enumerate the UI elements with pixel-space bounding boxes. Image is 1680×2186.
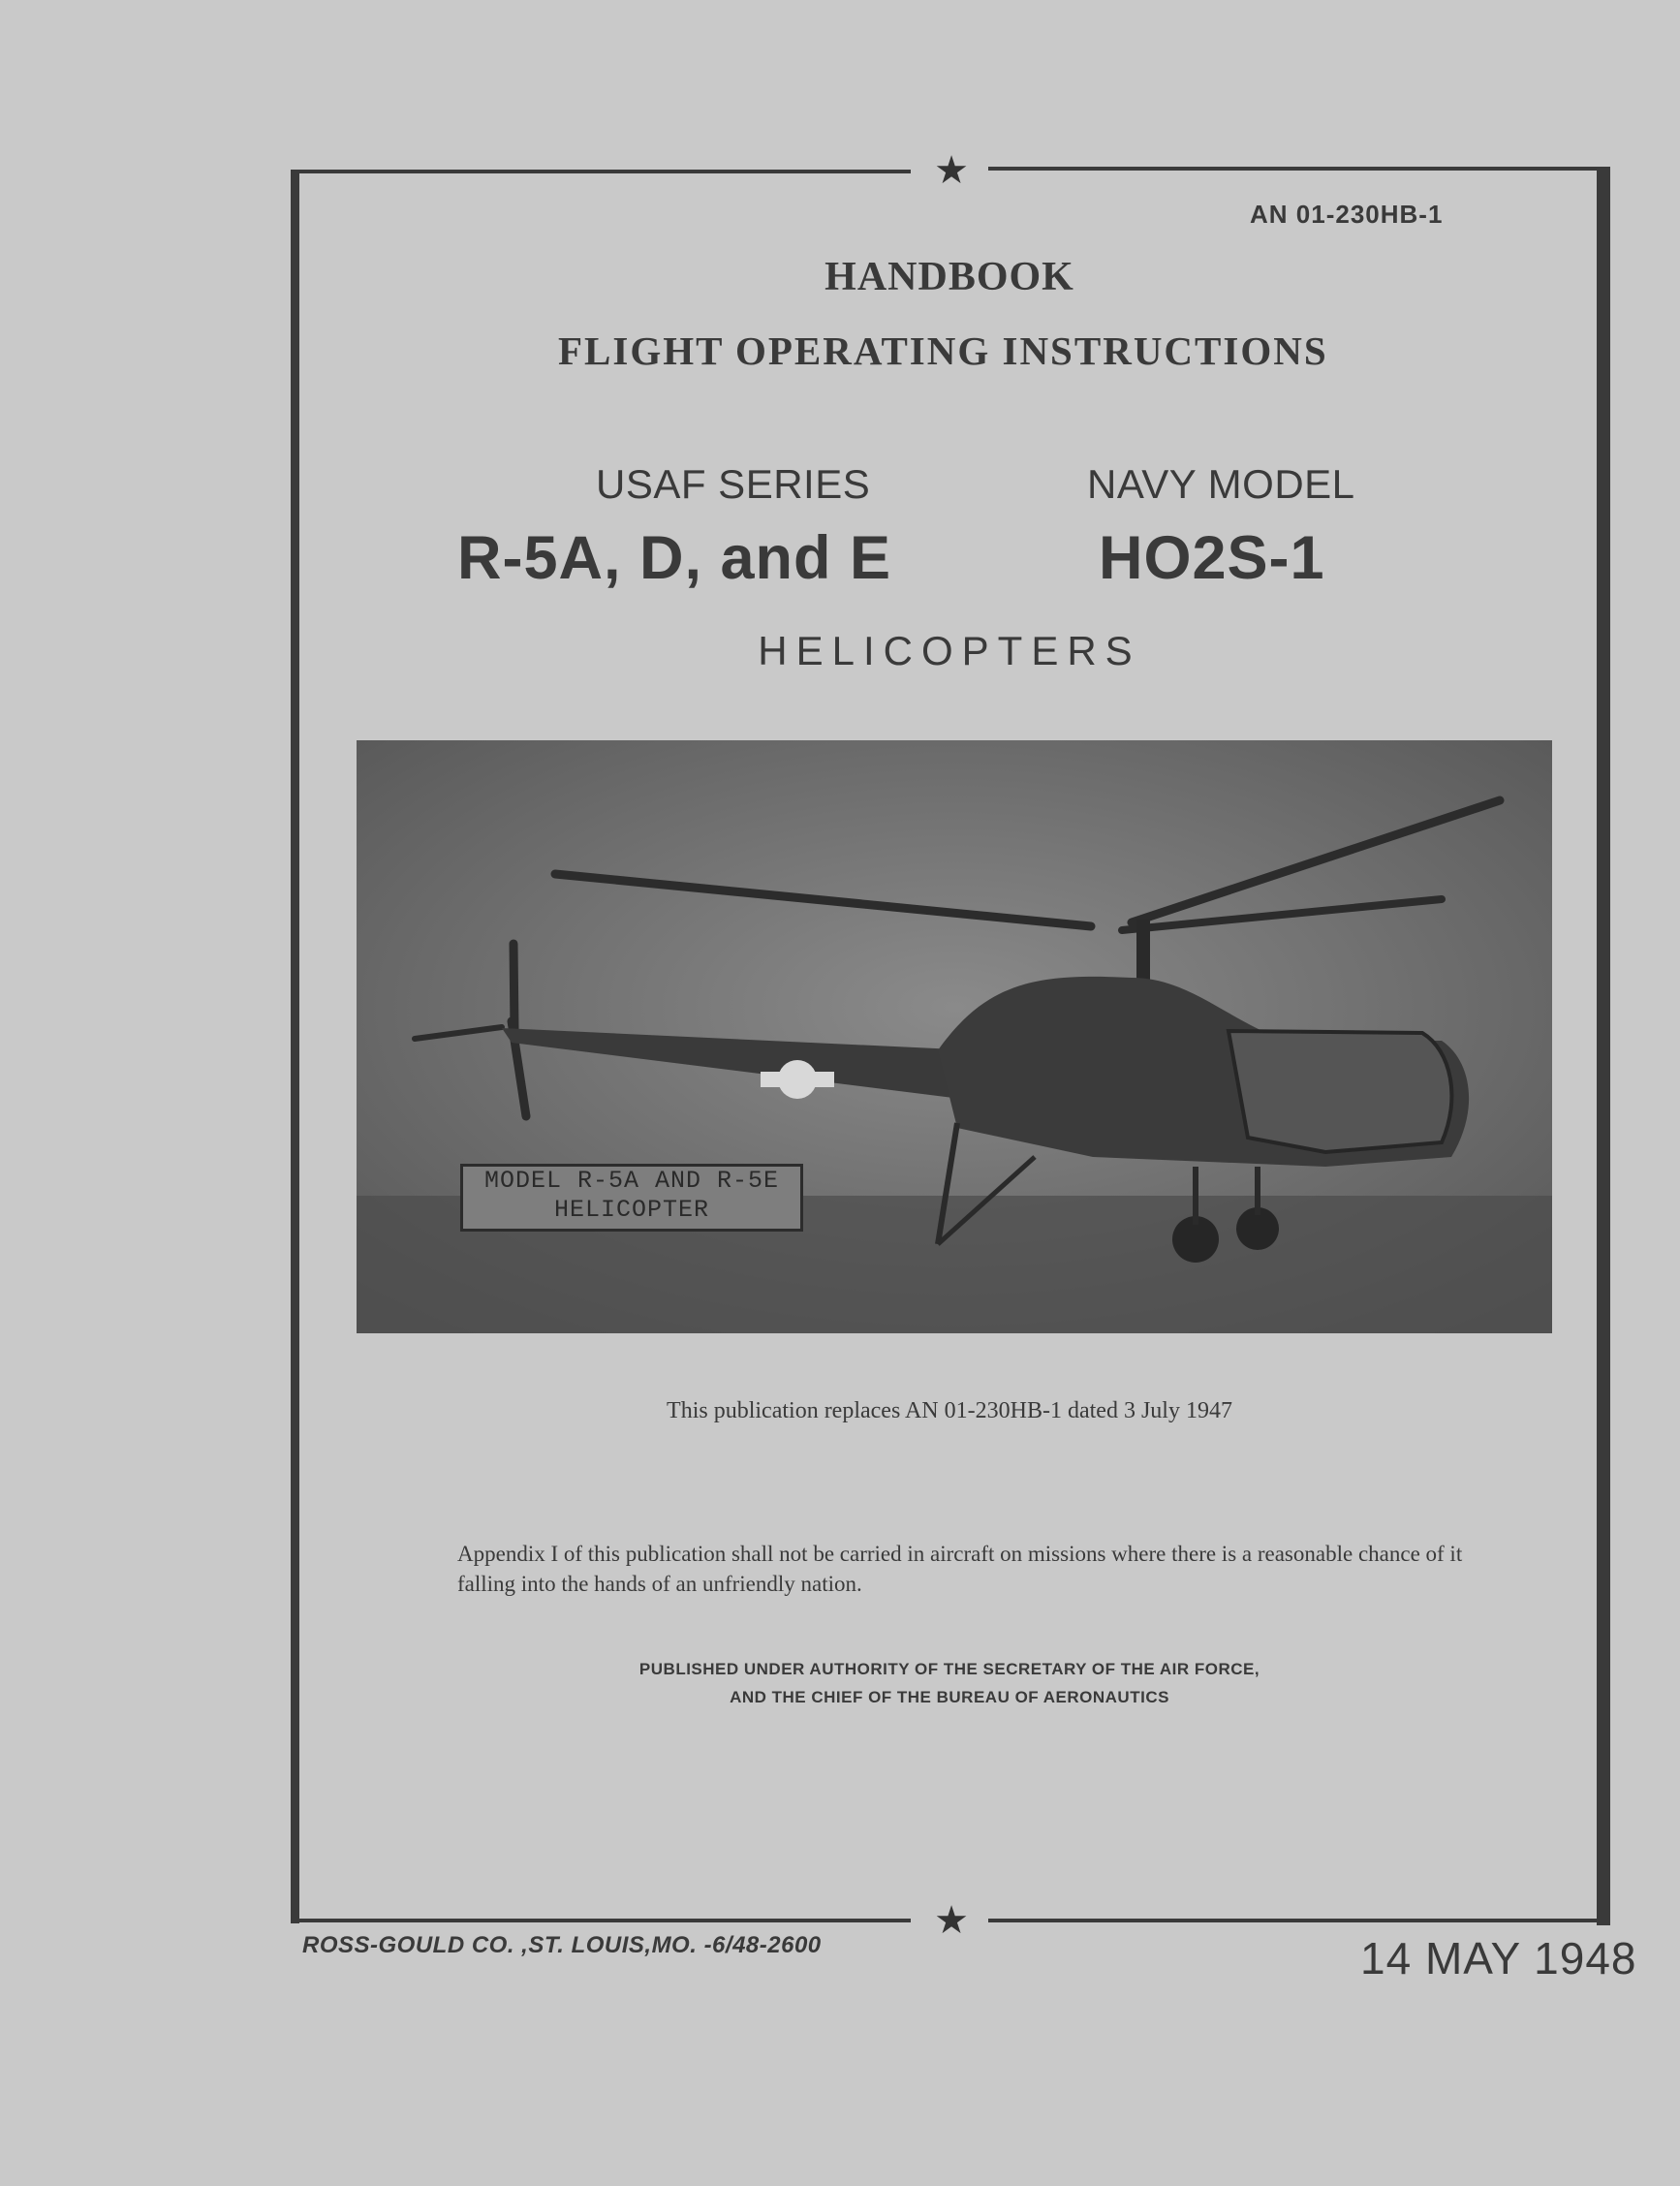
appendix-warning: Appendix I of this publication shall not be carried in aircraft on missions where there is a reasonable chance of it falling into the hands of an unfriendly nation. (457, 1542, 1463, 1596)
publication-date: 14 MAY 1948 (1360, 1933, 1637, 1983)
star-icon: ★ (934, 148, 969, 192)
frame-top-right (988, 167, 1610, 171)
document-number: AN 01-230HB-1 (1250, 200, 1444, 229)
star-icon: ★ (934, 1898, 969, 1942)
photo-caption-line1: MODEL R-5A AND R-5E (483, 1167, 780, 1195)
helicopter-illustration (357, 740, 1552, 1333)
aircraft-type: HELICOPTERS (758, 628, 1141, 673)
photo-caption (460, 1164, 803, 1232)
authority-line1: PUBLISHED UNDER AUTHORITY OF THE SECRETARY OF THE AIR FORCE, (638, 1660, 1260, 1678)
frame-bottom-left (291, 1919, 911, 1922)
helicopter-photo (357, 740, 1552, 1333)
authority-line2: AND THE CHIEF OF THE BUREAU OF AERONAUTICS (730, 1688, 1169, 1706)
usaf-series-label: USAF SERIES (596, 461, 871, 507)
printer-imprint: ROSS-GOULD CO. ,ST. LOUIS,MO. -6/48-2600 (302, 1932, 822, 1958)
replaces-note: This publication replaces AN 01-230HB-1 dated 3 July 1947 (667, 1398, 1232, 1423)
usaf-model: R-5A, D, and E (457, 524, 892, 592)
authority-statement (0, 1655, 1680, 1711)
page-subtitle: FLIGHT OPERATING INSTRUCTIONS (558, 328, 1328, 373)
photo-caption-line2: HELICOPTER (553, 1196, 710, 1224)
page-title: HANDBOOK (824, 255, 1074, 299)
frame-top-left (291, 170, 911, 173)
navy-model: HO2S-1 (1099, 524, 1325, 592)
navy-model-label: NAVY MODEL (1087, 461, 1355, 507)
frame-bottom-right (988, 1919, 1610, 1922)
